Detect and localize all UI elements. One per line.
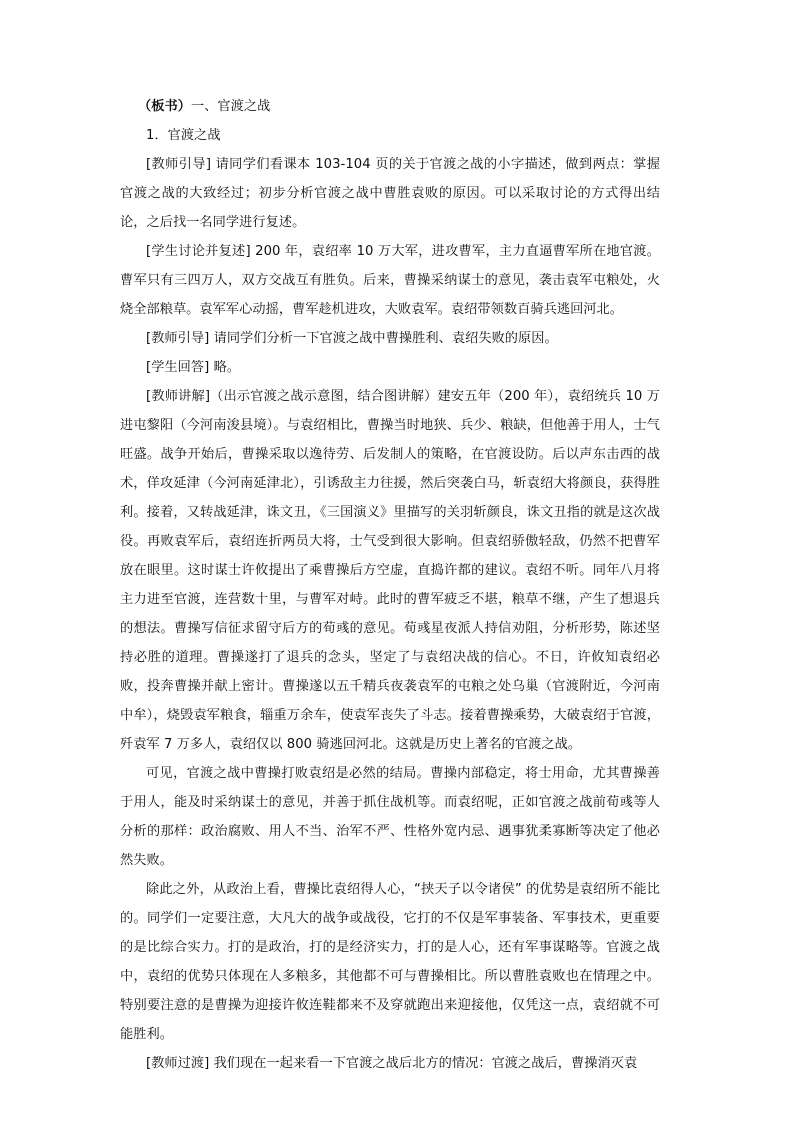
paragraph-student-answer: [学生回答] 略。 (146, 360, 241, 375)
paragraph-conclusion: 可见，官渡之战中曹操打败袁绍是必然的结局。曹操内部稳定，将士用命，尤其曹操善于用人，能及时采纳谋士的意见，并善于抓住战机等。而袁绍呢，正如官渡之战前荀彧等人分析的那样：政治腐败、用人不当、治军不严、性格外宽内忌、遇事犹柔寡断等决定了他必然失败。 (120, 766, 660, 868)
paragraph-additional-analysis: 除此之外，从政治上看，曹操比袁绍得人心，“挟天子以令诸侯” 的优势是袁绍所不能比的。同学们一定要注意，大凡大的战争或战役，它打的不仅是军事装备、军事技术，更重要的是比综合实力。打的是政治，打的是经济实力，打的是人心，还有军事谋略等。官渡之战中，袁绍的优势只体现在人多粮多，其他都不可与曹操相比。所以曹胜袁败也在情理之中。特别要注意的是曹操为迎接许攸连鞋都来不及穿就跑出来迎接他，仅凭这一点，袁绍就不可能胜利。 (120, 882, 660, 1042)
paragraph-teacher-transition: [教师过渡] 我们现在一起来看一下官渡之战后北方的情况：官渡之战后，曹操消灭袁 (146, 1056, 638, 1071)
section-subheading: 1．官渡之战 (146, 128, 221, 143)
board-title: 一、官渡之战 (190, 99, 271, 114)
paragraph-student-retelling: [学生讨论并复述] 200 年，袁绍率 10 万大军，进攻曹军，主力直逼曹军所在地官渡。曹军只有三四万人，双方交战互有胜负。后来，曹操采纳谋士的意见，袭击袁军屯粮处，火烧全部粮草。袁军军心动摇，曹军趁机进攻，大败袁军。袁绍带领数百骑兵逃回河北。 (120, 244, 660, 317)
board-label: （板书） (138, 99, 191, 114)
document-page (120, 92, 660, 1078)
paragraph-teacher-explanation: [教师讲解]（出示官渡之战示意图，结合图讲解）建安五年（200 年），袁绍统兵 10 万进屯黎阳（今河南浚县境）。与袁绍相比，曹操当时地狭、兵少、粮缺，但他善于用人，士气旺盛。战争开始后，曹操采取以逸待劳、后发制人的策略，在官渡设防。后以声东击西的战术，佯攻延津（今河南延津北），引诱敌主力往援，然后突袭白马，斩袁绍大将颜良，获得胜利。接着，又转战延津，诛文丑，《三国演义》里描写的关羽斩颜良，诛文丑指的就是这次战役。再败袁军后，袁绍连折两员大将，士气受到很大影响。但袁绍骄傲轻敌，仍然不把曹军放在眼里。这时谋士许攸提出了乘曹操后方空虚，直捣许都的建议。袁绍不听。同年八月将主力进至官渡，连营数十里，与曹军对峙。此时的曹军疲乏不堪，粮草不继，产生了想退兵的想法。曹操写信征求留守后方的荀彧的意见。荀彧星夜派人持信劝阻，分析形势，陈述坚持必胜的道理。曹操遂打了退兵的念头，坚定了与袁绍决战的信心。不日，许攸知袁绍必败，投奔曹操并献上密计。曹操遂以五千精兵夜袭袁军的屯粮之处乌巢（官渡附近，今河南中牟），烧毁袁军粮食，辎重万余车，使袁军丧失了斗志。接着曹操乘势，大破袁绍于官渡，歼袁军 7 万多人，袁绍仅以 800 骑逃回河北。这就是历史上著名的官渡之战。 (120, 389, 660, 752)
board-heading (120, 92, 660, 121)
paragraph-teacher-guidance-1: [教师引导] 请同学们看课本 103-104 页的关于官渡之战的小字描述，做到两点：掌握官渡之战的大致经过；初步分析官渡之战中曹胜袁败的原因。可以采取讨论的方式得出结论，之后找一名同学进行复述。 (120, 157, 660, 230)
paragraph-teacher-guidance-2: [教师引导] 请同学们分析一下官渡之战中曹操胜利、袁绍失败的原因。 (146, 331, 558, 346)
